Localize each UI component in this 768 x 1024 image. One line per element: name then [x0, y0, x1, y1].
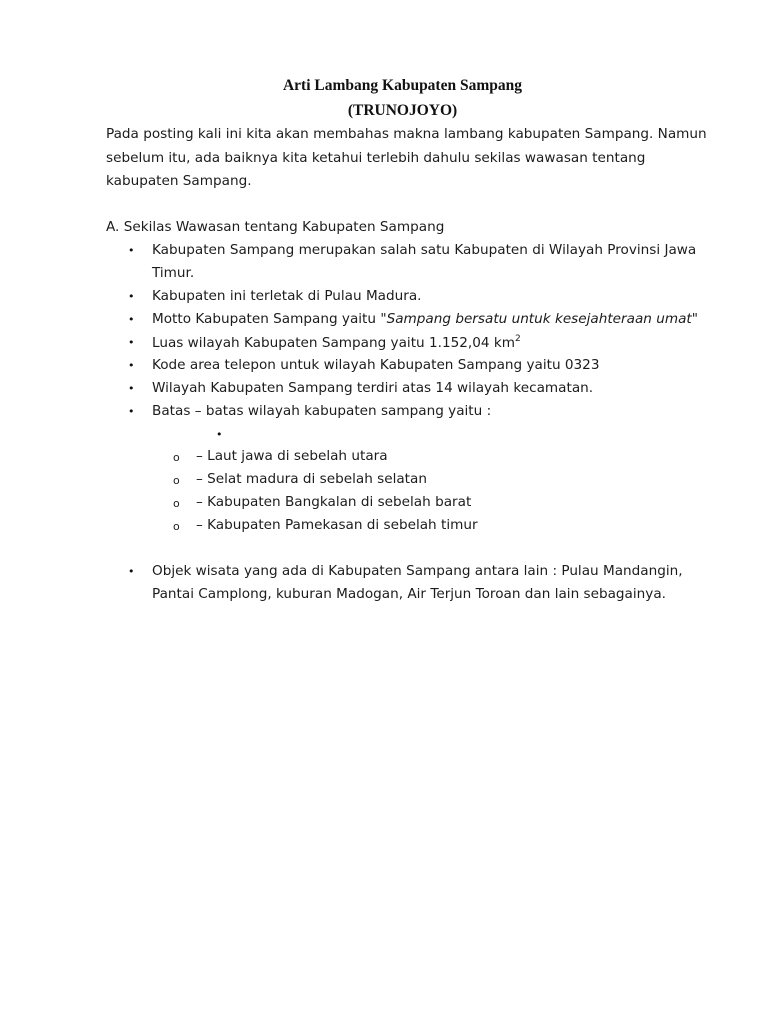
area-superscript: 2 [514, 334, 521, 344]
list-item: Kabupaten ini terletak di Pulau Madura. [152, 288, 422, 304]
document-title: Arti Lambang Kabupaten Sampang [282, 77, 522, 94]
bullet-marker: • [128, 405, 135, 418]
list-item: Kabupaten Sampang merupakan salah satu Kabupaten di Wilayah Provinsi Jawa [152, 242, 697, 258]
sub-list-item: – Kabupaten Bangkalan di sebelah barat [196, 494, 472, 510]
bullet-marker: • [128, 244, 135, 257]
intro-line-1: Pada posting kali ini kita akan membahas makna lambang kabupaten Sampang. Namun [106, 126, 707, 142]
list-item-continuation: Pantai Camplong, kuburan Madogan, Air Terjun Toroan dan lain sebagainya. [152, 586, 666, 602]
bullet-marker: • [128, 336, 135, 349]
list-item: Batas – batas wilayah kabupaten sampang yaitu : [152, 403, 492, 419]
motto-suffix: " [691, 311, 699, 327]
list-item: Wilayah Kabupaten Sampang terdiri atas 14 wilayah kecamatan. [152, 380, 594, 396]
list-item [152, 334, 521, 351]
bullet-marker: • [128, 382, 135, 395]
bullet-marker: • [128, 290, 135, 303]
sub-list-item: – Laut jawa di sebelah utara [196, 448, 388, 464]
list-item: Kode area telepon untuk wilayah Kabupaten Sampang yaitu 0323 [152, 357, 600, 373]
motto-text: Sampang bersatu untuk kesejahteraan umat [386, 311, 692, 327]
list-item-continuation: Timur. [152, 265, 195, 281]
area-text: Luas wilayah Kabupaten Sampang yaitu 1.152,04 km [152, 335, 515, 351]
sub-list-item: – Kabupaten Pamekasan di sebelah timur [196, 517, 478, 533]
empty-nested-bullet: • [216, 428, 223, 441]
section-a-heading: A. Sekilas Wawasan tentang Kabupaten Sampang [106, 219, 445, 235]
circle-marker: o [173, 520, 180, 533]
motto-prefix: Motto Kabupaten Sampang yaitu " [152, 311, 387, 327]
intro-line-3: kabupaten Sampang. [106, 173, 252, 189]
document-subtitle: (TRUNOJOYO) [347, 102, 458, 119]
list-item [152, 311, 698, 327]
bullet-marker: • [128, 359, 135, 372]
circle-marker: o [173, 497, 180, 510]
circle-marker: o [173, 451, 180, 464]
circle-marker: o [173, 474, 180, 487]
sub-list-item: – Selat madura di sebelah selatan [196, 471, 427, 487]
bullet-marker: • [128, 565, 135, 578]
list-item: Objek wisata yang ada di Kabupaten Sampang antara lain : Pulau Mandangin, [152, 563, 683, 579]
bullet-marker: • [128, 313, 135, 326]
intro-line-2: sebelum itu, ada baiknya kita ketahui terlebih dahulu sekilas wawasan tentang [106, 150, 646, 166]
